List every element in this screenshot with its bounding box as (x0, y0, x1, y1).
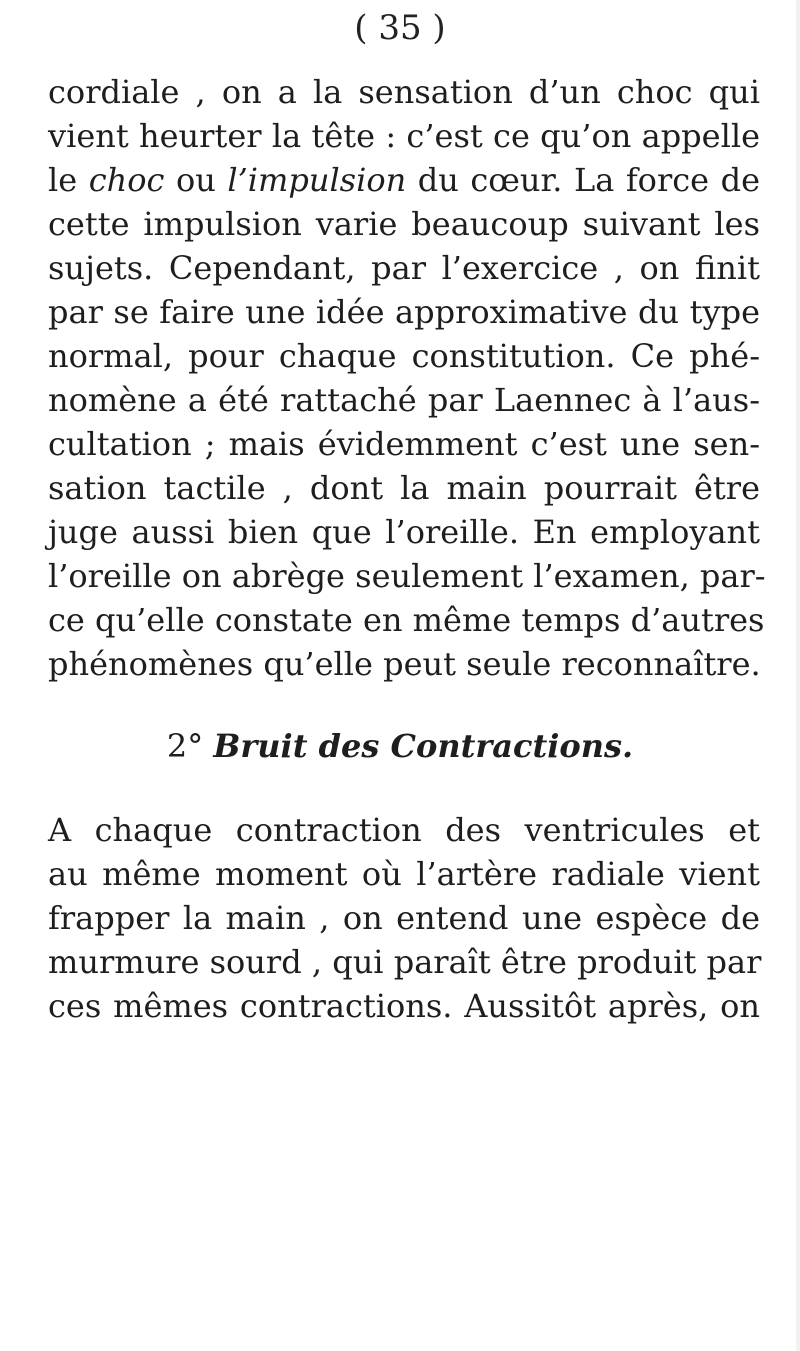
text-line: juge aussi bien que l’oreille. En employant (48, 513, 760, 551)
text-line: cette impulsion varie beaucoup suivant les (48, 205, 760, 243)
section-title: Bruit des Contractions. (213, 727, 634, 765)
section-number: 2° (166, 727, 204, 765)
text-word: ou (175, 161, 216, 199)
text-line: sujets. Cependant, par l’exercice , on finit (48, 249, 760, 287)
text-line: ces mêmes contractions. Aussitôt après, on (48, 987, 760, 1025)
section-heading (0, 724, 800, 768)
text-line: nomène a été rattaché par Laennec à l’aus- (48, 381, 760, 419)
text-word: le (48, 161, 78, 199)
italic-term-choc: choc (88, 161, 165, 199)
text-line: phénomènes qu’elle peut seule reconnaître. (48, 645, 761, 683)
italic-term-impulsion: l’impulsion (227, 161, 407, 199)
text-line (48, 158, 760, 202)
text-line: ce qu’elle constate en même temps d’autres (48, 601, 765, 639)
text-line: normal, pour chaque constitution. Ce phé- (48, 337, 760, 375)
page-edge (796, 0, 800, 1351)
text-line: murmure sourd , qui paraît être produit par (48, 943, 762, 981)
text-line: cultation ; mais évidemment c’est une sen- (48, 425, 760, 463)
text-line: au même moment où l’artère radiale vient (48, 855, 760, 893)
text-line: frapper la main , on entend une espèce de (48, 899, 760, 937)
text-fragment: du cœur. La force de (417, 161, 761, 199)
text-line: par se faire une idée approximative du type (48, 293, 760, 331)
page-number: ( 35 ) (354, 8, 446, 48)
text-line: sation tactile , dont la main pourrait être (48, 469, 760, 507)
text-line: vient heurter la tête : c’est ce qu’on appelle (48, 117, 760, 155)
text-line: A chaque contraction des ventricules et (48, 811, 760, 849)
text-line: cordiale , on a la sensation d’un choc qui (48, 73, 760, 111)
text-line: l’oreille on abrège seulement l’examen, par- (48, 557, 766, 595)
